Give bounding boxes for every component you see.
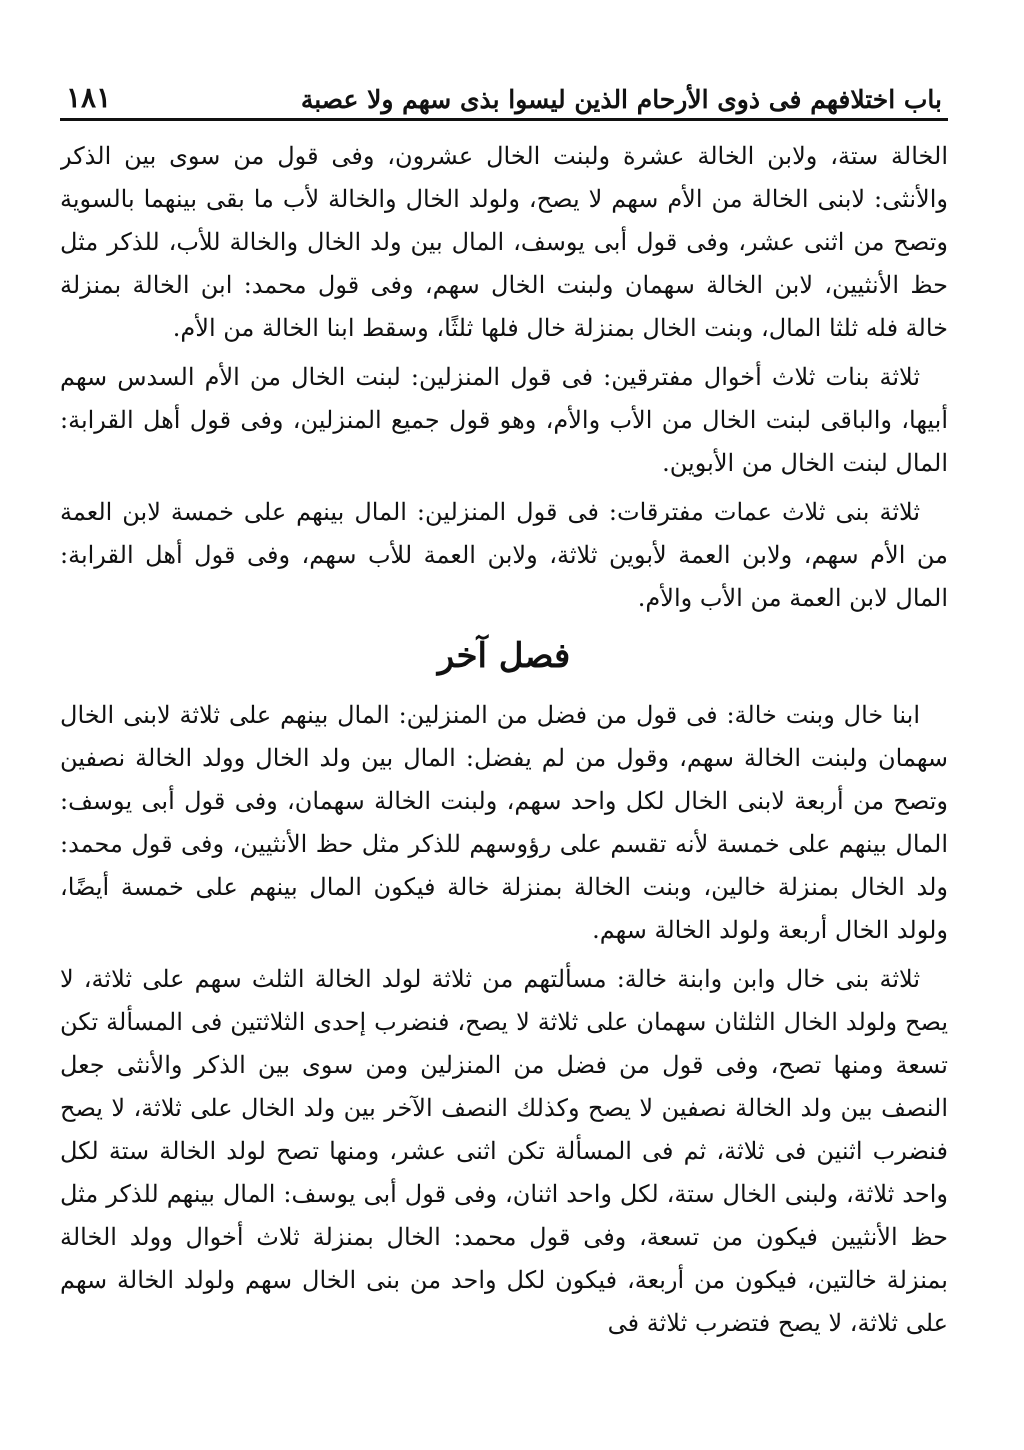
book-page [60,70,948,1400]
running-header [60,70,948,121]
paragraph: ابنا خال وبنت خالة: فى قول من فضل من المنزلين: المال بينهم على ثلاثة لابنى الخال سهمان ولبنت الخالة سهم، وقول من لم يفضل: المال بين ولد الخال وولد الخالة نصفين وتصح من أربعة لابنى الخال لكل واحد سهم، ولبنت الخالة سهمان، وفى قول أبى يوسف: المال بينهم على خمسة لأنه تقسم على رؤوسهم للذكر مثل حظ الأنثيين، وفى قول محمد: ولد الخال بمنزلة خالين، وبنت الخالة بمنزلة خالة فيكون المال بينهم على خمسة أيضًا، ولولد الخال أربعة ولولد الخالة سهم. [60,701,948,944]
paragraph: ثلاثة بنى ثلاث عمات مفترقات: فى قول المنزلين: المال بينهم على خمسة لابن العمة من الأم سهم، ولابن العمة لأبوين ثلاثة، ولابن العمة للأب سهم، وفى قول أهل القرابة: المال لابن العمة من الأب والأم. [60,498,948,612]
paragraph: ثلاثة بنى خال وابن وابنة خالة: مسألتهم من ثلاثة لولد الخالة الثلث سهم على ثلاثة، لا يصح ولولد الخال الثلثان سهمان على ثلاثة لا يصح، فنضرب إحدى الثلاثتين فى المسألة تكن تسعة ومنها تصح، وفى قول من فضل من المنزلين ومن سوى بين الذكر والأنثى جعل النصف بين ولد الخالة نصفين لا يصح وكذلك النصف الآخر بين ولد الخال على ثلاثة، لا يصح فنضرب اثنين فى ثلاثة، ثم فى المسألة تكن اثنى عشر، ومنها تصح لولد الخالة ستة لكل واحد ثلاثة، ولبنى الخال ستة، لكل واحد اثنان، وفى قول أبى يوسف: المال بينهم للذكر مثل حظ الأنثيين فيكون من تسعة، وفى قول محمد: الخال بمنزلة ثلاث أخوال وولد الخالة بمنزلة خالتين، فيكون من أربعة، فيكون لكل واحد من بنى الخال سهم ولولد الخالة سهم على ثلاثة، لا يصح فتضرب ثلاثة فى [60,965,948,1337]
chapter-title: باب اختلافهم فى ذوى الأرحام الذين ليسوا بذى سهم ولا عصبة [300,85,942,114]
page-number: ١٨١ [66,81,112,114]
paragraph: الخالة ستة، ولابن الخالة عشرة ولبنت الخال عشرون، وفى قول من سوى بين الذكر والأنثى: لابنى الخالة من الأم سهم لا يصح، ولولد الخال والخالة لأب ما بقى بينهما بالسوية وتصح من اثنى عشر، وفى قول أبى يوسف، المال بين ولد الخال والخالة للأب، للذكر مثل حظ الأنثيين، لابن الخالة سهمان ولبنت الخال سهم، وفى قول محمد: ابن الخالة بمنزلة خالة فله ثلثا المال، وبنت الخال بمنزلة خال فلها ثلثًا، وسقط ابنا الخالة من الأم. [60,142,948,342]
section-heading: فصل آخر [437,636,571,676]
paragraph: ثلاثة بنات ثلاث أخوال مفترقين: فى قول المنزلين: لبنت الخال من الأم السدس سهم أبيها، والباقى لبنت الخال من الأب والأم، وهو قول جميع المنزلين، وفى قول أهل القرابة: المال لبنت الخال من الأبوين. [60,363,948,477]
page-content [60,135,948,1345]
